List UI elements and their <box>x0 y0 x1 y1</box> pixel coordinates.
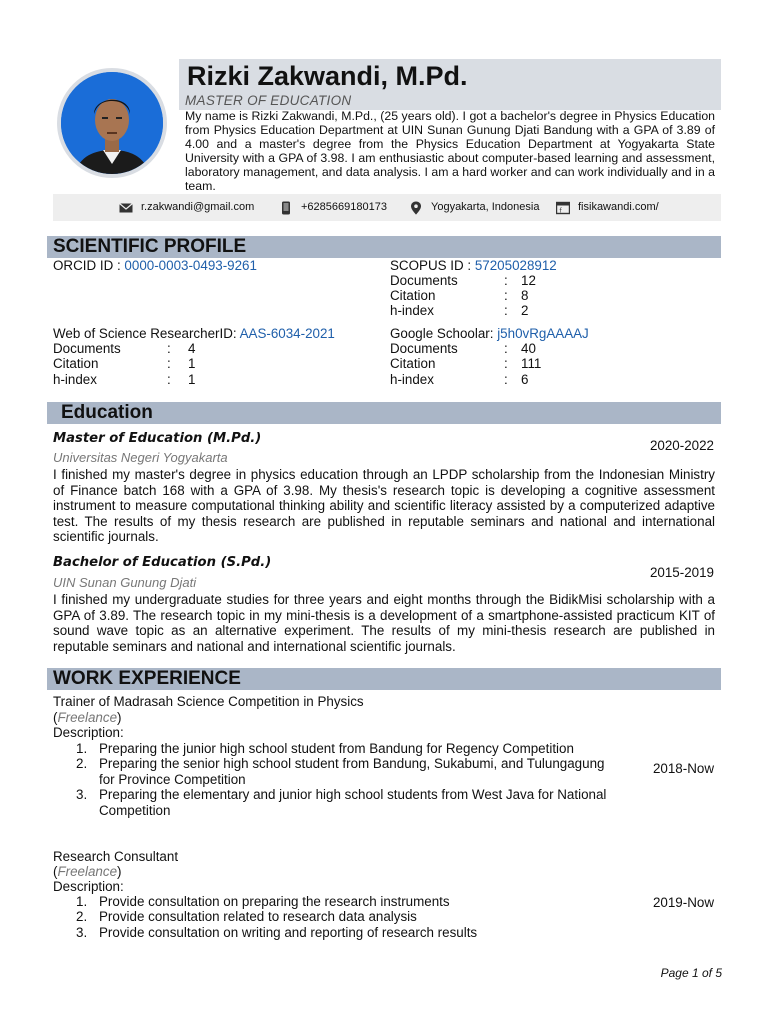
location-text: Yogyakarta, Indonesia <box>431 201 540 213</box>
wos-line <box>53 326 335 341</box>
job-role: Trainer of Madrasah Science Competition in Physics <box>53 694 364 709</box>
phone-text: +6285669180173 <box>301 201 387 213</box>
edu-institution-master: Universitas Negeri Yogyakarta <box>53 450 228 465</box>
name-header <box>179 59 721 110</box>
gs-link[interactable]: j5h0vRgAAAAJ <box>497 326 589 341</box>
scopus-link[interactable]: 57205028912 <box>474 258 557 273</box>
contact-bar <box>53 194 721 221</box>
map-pin-icon <box>409 201 423 215</box>
job-description-list <box>53 741 613 818</box>
section-education <box>47 402 721 424</box>
edu-text-master: I finished my master's degree in physics education through an LPDP scholarship from the Indonesian Ministry of Finance batch 168 with a GPA of 3.98. My thesis's research topic is developing a cognitive assessment instrument to measure computational thinking ability and scientific literacy assisted by a computerized adaptive test. The results of my thesis research are published in reputable seminars and national and international scientific journals. <box>53 467 715 544</box>
job-type: (Freelance) <box>53 710 122 725</box>
contact-phone[interactable] <box>279 200 387 215</box>
edu-degree-bachelor: Bachelor of Education (S.Pd.) <box>53 555 272 570</box>
list-item: 2. Preparing the senior high school student from Bandung, Sukabumi, and Tulungagung for Province Competition <box>76 756 605 787</box>
envelope-icon <box>119 201 133 215</box>
website-text: fisikawandi.com/ <box>578 201 659 213</box>
list-item: 2. Provide consultation related to research data analysis <box>76 909 417 925</box>
list-item: 3. Provide consultation on writing and reporting of research results <box>76 924 478 940</box>
list-item: 1. Preparing the junior high school student from Bandung for Regency Competition <box>76 741 574 756</box>
job-years: 2019-Now <box>652 895 714 910</box>
edu-text-bachelor: I finished my undergraduate studies for three years and eight months through the BidikMisi scholarship with a GPA of 3.89. The research topic in my mini-thesis is a development of a smartphone-assisted practicum KIT of sound wave topic as an alternative experiment. The results of my mini-thesis research are published in reputable seminars and national and international scientific journals. <box>53 592 715 654</box>
portrait-image <box>61 72 163 174</box>
job-description-label: Description: <box>53 879 124 894</box>
edu-institution-bachelor: UIN Sunan Gunung Djati <box>53 575 197 590</box>
profile-photo <box>61 72 163 174</box>
list-item: 1. Provide consultation on preparing the research instruments <box>76 894 450 909</box>
svg-text:f: f <box>559 207 562 215</box>
phone-icon <box>279 201 293 215</box>
orcid-link[interactable]: 0000-0003-0493-9261 <box>124 258 257 273</box>
section-title: WORK EXPERIENCE <box>53 668 241 689</box>
page-number: Page 1 of 5 <box>660 966 722 980</box>
edu-years-bachelor: 2015-2019 <box>649 565 714 580</box>
list-item: 3. Preparing the elementary and junior high school students from West Java for National Competition <box>76 787 607 818</box>
edu-years-master: 2020-2022 <box>649 438 714 453</box>
degree-subtitle: MASTER OF EDUCATION <box>185 93 352 108</box>
contact-location <box>409 200 539 215</box>
job-description-list <box>53 894 613 940</box>
edu-degree-master: Master of Education (M.Pd.) <box>53 431 262 446</box>
person-name: Rizki Zakwandi, M.Pd. <box>187 61 468 91</box>
job-type: (Freelance) <box>53 864 122 879</box>
contact-website[interactable] <box>556 200 659 215</box>
section-title: Education <box>61 402 153 423</box>
wos-label: Web of Science ResearcherID: <box>53 326 240 341</box>
scopus-line <box>390 258 557 273</box>
scopus-label: SCOPUS ID : <box>390 258 475 273</box>
wos-link[interactable]: AAS-6034-2021 <box>239 326 335 341</box>
gs-line <box>390 326 589 341</box>
orcid-line <box>53 258 257 273</box>
gs-label: Google Schoolar: <box>390 326 498 341</box>
section-title: SCIENTIFIC PROFILE <box>53 236 247 257</box>
web-icon <box>556 201 570 215</box>
email-text: r.zakwandi@gmail.com <box>141 201 255 213</box>
orcid-label: ORCID ID : <box>53 258 125 273</box>
job-years: 2018-Now <box>652 761 714 776</box>
section-scientific-profile <box>47 236 721 258</box>
contact-email[interactable] <box>119 200 254 215</box>
job-description-label: Description: <box>53 725 124 740</box>
profile-photo-frame <box>57 68 167 178</box>
job-role: Research Consultant <box>53 849 179 864</box>
section-work-experience <box>47 668 721 690</box>
intro-paragraph: My name is Rizki Zakwandi, M.Pd., (25 years old). I got a bachelor's degree in Physics Education from Physics Education Department at UIN Sunan Gunung Djati Bandung with a GPA of 3.89 of 4.00 and a master's degree from the Physics Education Department at Yogyakarta State University with a GPA of 3.98. I am enthusiastic about computer-based learning and assessment, laboratory management, and data analysis. I am a hard worker and can work individually and in a team. <box>185 109 715 193</box>
